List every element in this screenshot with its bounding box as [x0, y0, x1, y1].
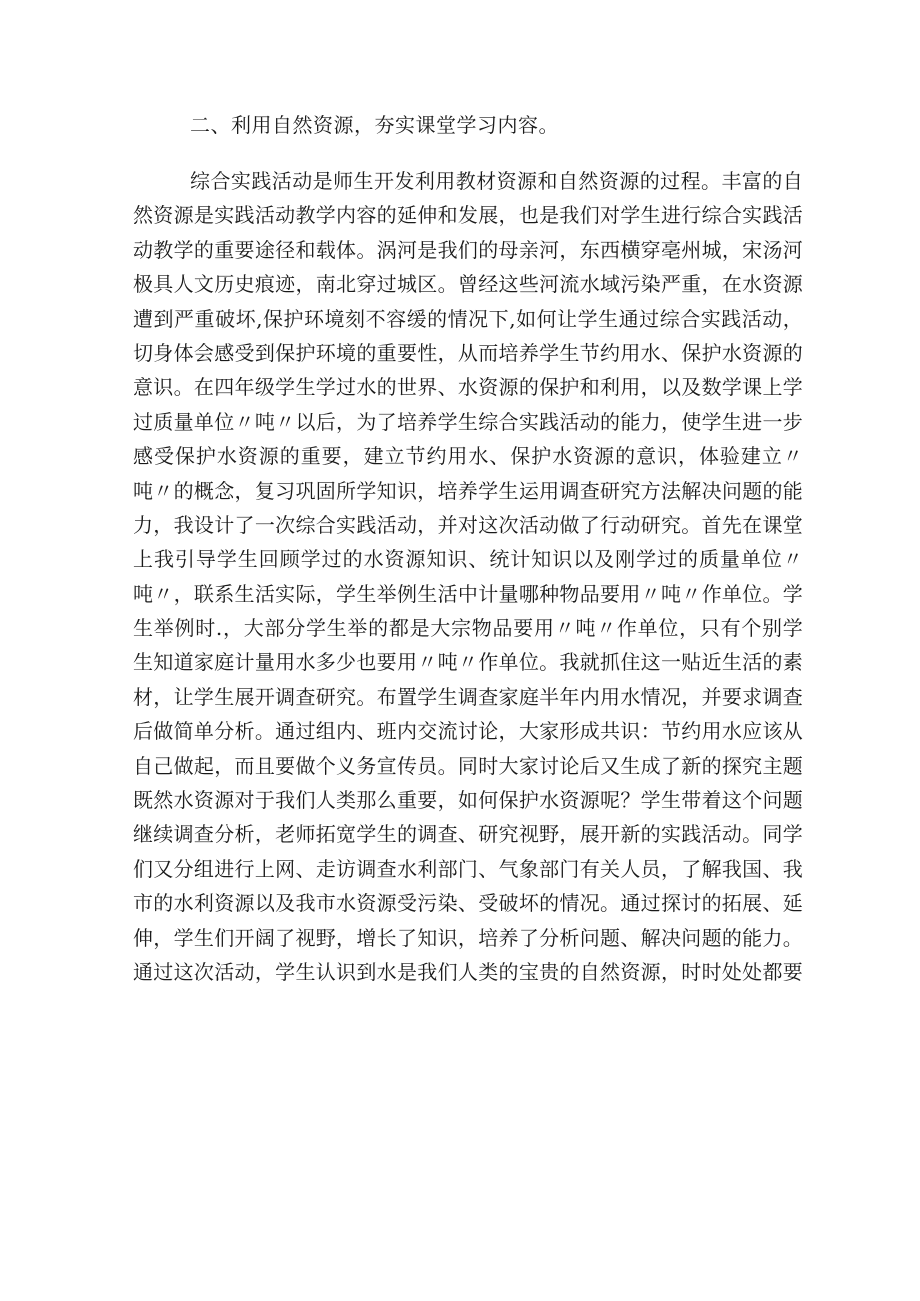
paragraph-line: 后做简单分析。通过组内、班内交流讨论，大家形成共识：节约用水应该从	[133, 719, 803, 744]
paragraph-line: 意识。在四年级学生学过水的世界、水资源的保护和利用，以及数学课上学	[133, 375, 803, 400]
paragraph-line: 上我引导学生回顾学过的水资源知识、统计知识以及刚学过的质量单位〃	[133, 547, 803, 572]
paragraph-line: 过质量单位〃吨〃以后，为了培养学生综合实践活动的能力，使学生进一步	[133, 409, 803, 434]
paragraph-line: 感受保护水资源的重要，建立节约用水、保护水资源的意识，体验建立〃	[133, 444, 803, 469]
paragraph-line: 自己做起，而且要做个义务宣传员。同时大家讨论后又生成了新的探究主题	[133, 753, 803, 778]
paragraph-line: 力，我设计了一次综合实践活动，并对这次活动做了行动研究。首先在课堂	[133, 512, 803, 537]
paragraph-line: 材，让学生展开调查研究。布置学生调查家庭半年内用水情况，并要求调查	[133, 684, 803, 709]
paragraph-line: 综合实践活动是师生开发利用教材资源和自然资源的过程。丰富的自	[190, 169, 803, 193]
paragraph-line: 们又分组进行上网、走访调查水利部门、气象部门有关人员，了解我国、我	[133, 856, 803, 881]
paragraph-line: 市的水利资源以及我市水资源受污染、受破坏的情况。通过探讨的拓展、延	[133, 891, 803, 916]
paragraph-line: 动教学的重要途径和载体。涡河是我们的母亲河，东西横穿亳州城，宋汤河	[133, 237, 803, 262]
paragraph-line: 极具人文历史痕迹，南北穿过城区。曾经这些河流水域污染严重，在水资源	[133, 272, 803, 297]
paragraph-line: 伸，学生们开阔了视野，增长了知识，培养了分析问题、解决问题的能力。	[133, 925, 803, 950]
body-paragraph	[133, 164, 803, 989]
paragraph-line: 吨〃，联系生活实际，学生举例生活中计量哪种物品要用〃吨〃作单位。学	[133, 581, 803, 606]
section-heading: 二、利用自然资源，夯实课堂学习内容。	[190, 113, 559, 137]
paragraph-line: 遭到严重破坏,保护环境刻不容缓的情况下,如何让学生通过综合实践活动，	[133, 306, 803, 331]
paragraph-line: 继续调查分析，老师拓宽学生的调查、研究视野，展开新的实践活动。同学	[133, 822, 803, 847]
paragraph-line: 既然水资源对于我们人类那么重要，如何保护水资源呢？学生带着这个问题	[133, 788, 803, 813]
paragraph-line: 吨〃的概念，复习巩固所学知识，培养学生运用调查研究方法解决问题的能	[133, 478, 803, 503]
paragraph-line: 生举例时.，大部分学生举的都是大宗物品要用〃吨〃作单位，只有个别学	[133, 616, 803, 641]
paragraph-line: 通过这次活动，学生认识到水是我们人类的宝贵的自然资源，时时处处都要	[133, 959, 803, 984]
paragraph-line: 切身体会感受到保护环境的重要性，从而培养学生节约用水、保护水资源的	[133, 340, 803, 365]
paragraph-line: 然资源是实践活动教学内容的延伸和发展，也是我们对学生进行综合实践活	[133, 203, 803, 228]
paragraph-line: 生知道家庭计量用水多少也要用〃吨〃作单位。我就抓住这一贴近生活的素	[133, 650, 803, 675]
